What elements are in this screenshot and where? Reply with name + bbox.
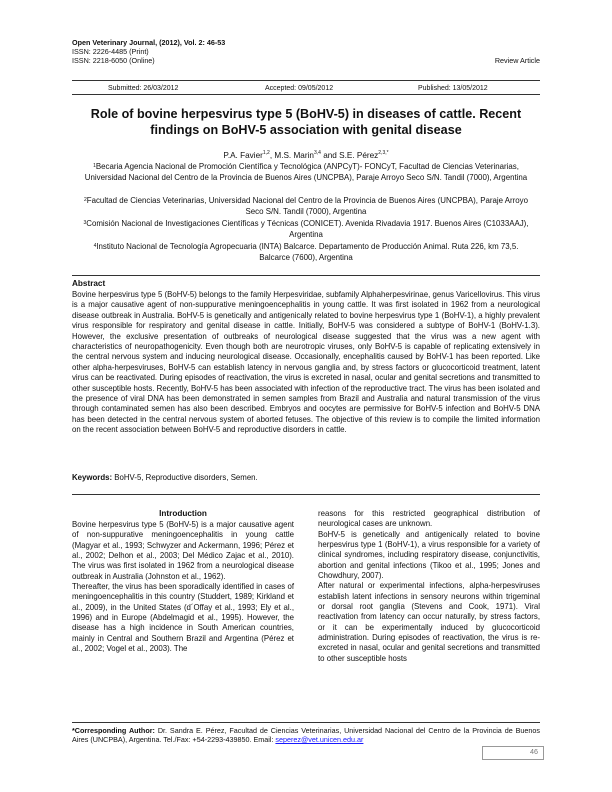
corresponding-author [72,726,540,745]
affiliation-1-number: 1 [93,163,96,169]
left-column [72,520,294,654]
author-2: M.S. Marin [274,151,314,160]
issn-online: ISSN: 2218-6050 (Online) [72,56,155,65]
author-3: S.E. Pérez [339,151,379,160]
article-title [90,107,522,138]
journal-name: Open Veterinary Journal, (2012), Vol. 2: 46-53 [72,38,226,47]
abstract-top-divider [72,275,540,276]
corresponding-author-label: *Corresponding Author: [72,726,155,735]
affiliation-4-number: 4 [93,243,97,249]
footnote-divider [72,722,540,723]
affiliation-3-text: Comisión Nacional de Investigaciones Científicas y Técnicas (CONICET). Avenida Rivadavia 1917. Buenos Aires (C1033AAJ), Argentina [86,219,529,239]
author-1-affil: 1,2 [262,150,270,156]
intro-paragraph-2: Thereafter, the virus has been sporadically identified in cases of meningoencephalitis in this country (Studdert, 1989; Kirkland et al., 2009), in the United States (d´Offay et al., 1993; Ely et al., 1996) and in Europe (Abdelmagid et al., 1995). However, the disease has a high incidence in South American countries, mainly in Central and Southern Brazil and Argentina (Pérez et al., 2002; Vogel et al., 2003). The [72,582,294,654]
intro-paragraph-5: After natural or experimental infections, alpha-herpesviruses establish latent infections in sensory neurons within trigeminal or dorsal root ganglia (Stevens and Cook, 1971). Viral reactivation from latency can occur naturally, by stress factors, or it can be experimentally induced by glucocorticoid administration. During episodes of reactivation, the virus is re-excreted in nasal, ocular and genital secretions and transmitted to other susceptible hosts [318,581,540,663]
introduction-heading: Introduction [159,509,207,518]
accepted-date: Accepted: 09/05/2012 [265,85,334,92]
affiliation-4 [78,242,534,263]
keywords [72,473,540,482]
published-date: Published: 13/05/2012 [418,85,488,92]
keywords-label: Keywords: [72,473,113,482]
title-line-2: findings on BoHV-5 association with genital disease [150,122,462,137]
affiliation-1-text: Becaria Agencia Nacional de Promoción Científica y Tecnológica (ANPCyT)- FONCyT, Facultad de Ciencias Veterinarias, Universidad Nacional del Centro de la Provincia de Buenos Aires (UNCPBA), Paraje Arroyo Seco S/N. Tandil (7000), Argentina [84,162,528,182]
author-2-affil: 3,4 [313,150,321,156]
abstract-heading: Abstract [72,279,106,288]
title-line-1: Role of bovine herpesvirus type 5 (BoHV-5) in diseases of cattle. Recent [90,107,522,121]
article-type: Review Article [494,56,540,65]
corresponding-author-text: Dr. Sandra E. Pérez, Facultad de Ciencias Veterinarias, Universidad Nacional del Centro de la Provincia de Buenos Aires (UNCPBA), Argentina. Tel./Fax: +54-2293-439850. Email: [72,726,541,745]
page-number: 46 [530,747,538,756]
author-sep-1: , [269,151,275,160]
email-link[interactable]: seperez@vet.unicen.edu.ar [275,735,364,745]
affiliation-1 [78,162,534,183]
submitted-date: Submitted: 26/03/2012 [108,85,179,92]
author-list [72,151,540,160]
affiliation-3 [78,219,534,240]
intro-paragraph-4: BoHV-5 is genetically and antigenically related to bovine herpesvirus type 1 (BoHV-1), a virus responsible for a variety of clinical syndromes, including respiratory disease, conjunctivitis, abortion and genital infections (Tikoo et al., 1995; Jones and Chowdhury, 2007). [318,529,540,581]
keywords-text: BoHV-5, Reproductive disorders, Semen. [112,473,258,482]
abstract-text: Bovine herpesvirus type 5 (BoHV-5) belongs to the family Herpesviridae, subfamily Alphaherpesvirinae, genus Varicellovirus. This virus is a major causative agent of non-suppurative meningoencephalitis in young cattle. It was first isolated in 1962 from a neurological disease outbreak in Australia. BoHV-5 is genetically and antigenically related to bovine herpesvirus type 1 (BoHV-1), a highly prevalent virus responsible for respiratory and genital disease in cattle. Initially, BoHV-5 was considered a subtype of BoHV-1 (BoHV-1.3). However, the exclusive presentation of outbreaks of neurological disease suggested that the virus was a new agent with characteristics of neuropathogenicity. Even though both are neurotropic viruses, only BoHV-5 is capable of replicating extensively in the central nervous system and inducing neurological disease. Occasionally, encephalitis caused by BoHV-1 has been reported. Like other alpha-herpesviruses, BoHV-5 can establish latency in nervous ganglia and, by stress factors or glucocorticoid treatment, latent virus can be reactivated. During episodes of reactivation, the virus is excreted in nasal, ocular and genital secretions and transmitted to other susceptible hosts. Recently, BoHV-5 has been associated with infection of the reproductive tract. The virus has been isolated and the presence of viral DNA has been demonstrated in semen samples from Brazil and Australia and natural transmission of the virus through contaminated semen has also been described. Embryos and oocytes are permissive for BoHV-5 infection and BoHV-5 DNA has been detected in the central nervous system of aborted fetuses. The objective of this review is to compile the limited information on the recent association between BoHV-5 and reproductive disorders in cattle. [72,290,540,435]
issn-print: ISSN: 2226-4485 (Print) [72,47,149,56]
author-sep-2: and [320,151,340,160]
author-3-affil: 2,3,* [378,150,389,156]
dates-divider [72,94,540,95]
abstract-bottom-divider [72,494,540,495]
header-divider [72,80,540,81]
affiliation-2-text: Facultad de Ciencias Veterinarias, Universidad Nacional del Centro de la Provincia de Buenos Aires (UNCPBA), Paraje Arroyo Seco S/N. Tandil (7000), Argentina [86,196,528,216]
affiliation-3-number: 3 [83,220,87,226]
affiliation-2 [78,196,534,217]
affiliation-2-number: 2 [84,197,87,203]
affiliation-4-text: Instituto Nacional de Tecnología Agropecuaria (INTA) Balcarce. Departamento de Producción Animal. Ruta 226, km 73,5. Balcarce (7600), Argentina [96,242,519,262]
intro-paragraph-1: Bovine herpesvirus type 5 (BoHV-5) is a major causative agent of non-suppurative meningoencephalitis in young cattle (Magyar et al., 1993; Schwyzer and Ackermann, 1996; Pérez et al., 2002; Delhon et al., 2003; Del Médico Zajac et al., 2010). The virus was first isolated in 1962 from a neurological disease outbreak in Australia (Johnston et al., 1962). [72,520,294,581]
author-1: P.A. Favier [223,151,263,160]
intro-paragraph-3: reasons for this restricted geographical distribution of neurological cases are unknown. [318,509,540,529]
right-column [318,509,540,664]
